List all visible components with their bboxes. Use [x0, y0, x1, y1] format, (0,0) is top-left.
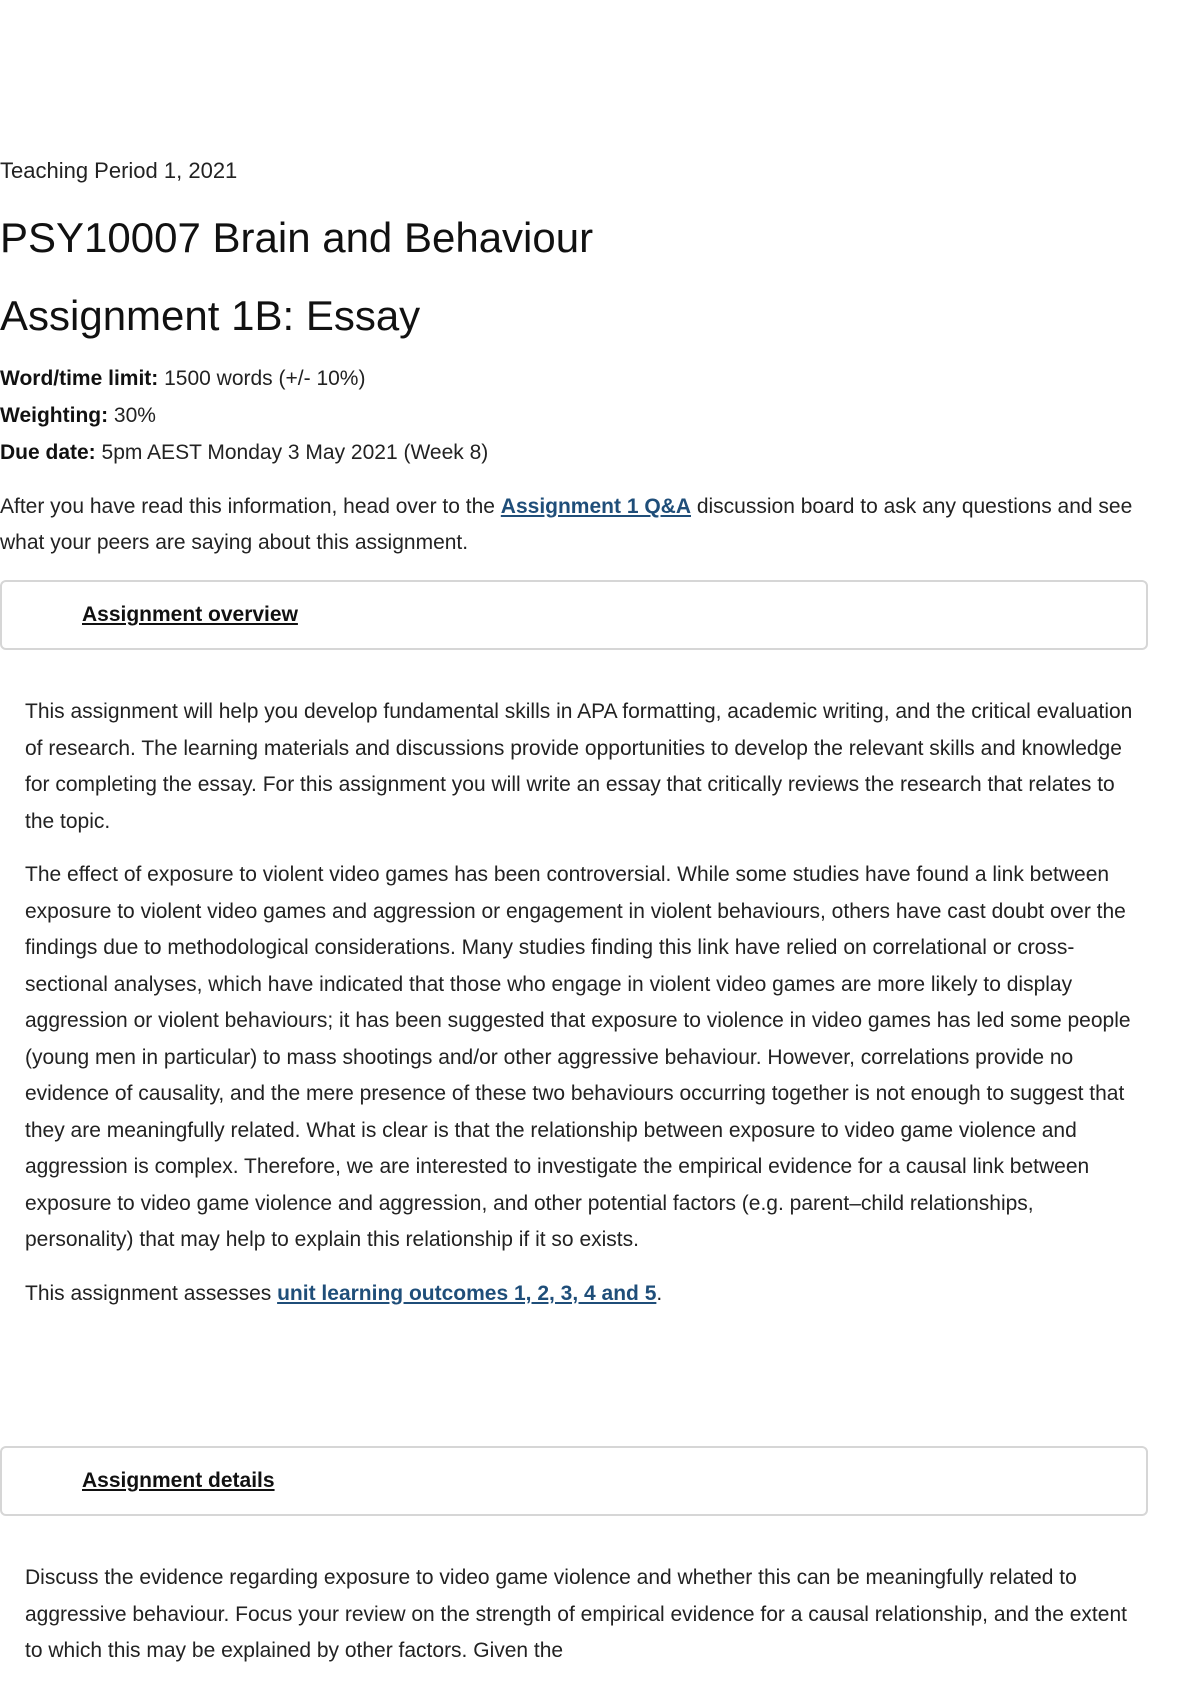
- details-paragraph-1: Discuss the evidence regarding exposure to video game violence and whether this can be meaningfully related to aggressive behaviour. Focus your review on the strength of empirical evidence for a causal relationship, and the extent to which this may be explained by other factors. Given the: [25, 1566, 1127, 1662]
- intro-text-before: After you have read this information, head over to the: [0, 495, 501, 518]
- qa-discussion-link[interactable]: Assignment 1 Q&A: [500, 495, 691, 518]
- word-limit-row: [0, 360, 488, 397]
- assignment-meta: [0, 360, 488, 471]
- assignment-overview-content: [25, 694, 1135, 1329]
- intro-text-after: discussion board to ask any questions and see what your peers are saying about this assignment.: [0, 495, 1133, 554]
- teaching-period: Teaching Period 1, 2021: [0, 158, 238, 183]
- due-date-row: [0, 434, 488, 471]
- assignment-details-content: [25, 1560, 1135, 1687]
- overview-paragraph-2: The effect of exposure to violent video games has been controversial. While some studies have found a link between exposure to violent video games and aggression or engagement in violent behaviours, others have cast doubt over the findings due to methodological considerations. Many studies finding this link have relied on correlational or cross-sectional analyses, which have indicated that those who engage in violent video games are more likely to display aggression or violent behaviours; it has been suggested that exposure to violence in video games has led some people (young men in particular) to mass shootings and/or other aggressive behaviour. However, correlations provide no evidence of causality, and the mere presence of these two behaviours occurring together is not enough to suggest that they are meaningfully related. What is clear is that the relationship between exposure to video game violence and aggression is complex. Therefore, we are interested to investigate the empirical evidence for a causal link between exposure to video game violence and aggression, and other potential factors (e.g. parent–child relationships, personality) that may help to explain this relationship if it so exists.: [25, 863, 1131, 1251]
- assignment-overview-heading[interactable]: Assignment overview: [82, 603, 298, 626]
- assignment-title: Assignment 1B: Essay: [0, 292, 421, 339]
- outcomes-text-after: .: [656, 1281, 663, 1305]
- weighting-value: 30%: [108, 404, 156, 427]
- outcomes-text-before: This assignment assesses: [25, 1281, 278, 1305]
- weighting-label: Weighting:: [0, 404, 109, 427]
- assignment-details-toggle[interactable]: [0, 1446, 1148, 1516]
- assignment-overview-toggle[interactable]: [0, 580, 1148, 650]
- learning-outcomes-link[interactable]: unit learning outcomes 1, 2, 3, 4 and 5: [277, 1281, 657, 1305]
- due-date-label: Due date:: [0, 441, 96, 464]
- unit-title: PSY10007 Brain and Behaviour: [0, 214, 594, 261]
- word-limit-value: 1500 words (+/- 10%): [158, 367, 366, 390]
- weighting-row: [0, 397, 488, 434]
- overview-paragraph-3: [25, 1276, 1135, 1313]
- assignment-details-heading[interactable]: Assignment details: [82, 1469, 275, 1492]
- overview-paragraph-1: This assignment will help you develop fundamental skills in APA formatting, academic writing, and the critical evaluation of research. The learning materials and discussions provide opportunities to develop the relevant skills and knowledge for completing the essay. For this assignment you will write an essay that critically reviews the research that relates to the topic.: [25, 700, 1133, 833]
- due-date-value: 5pm AEST Monday 3 May 2021 (Week 8): [95, 441, 489, 464]
- intro-paragraph: [0, 489, 1140, 561]
- word-limit-label: Word/time limit:: [0, 367, 159, 390]
